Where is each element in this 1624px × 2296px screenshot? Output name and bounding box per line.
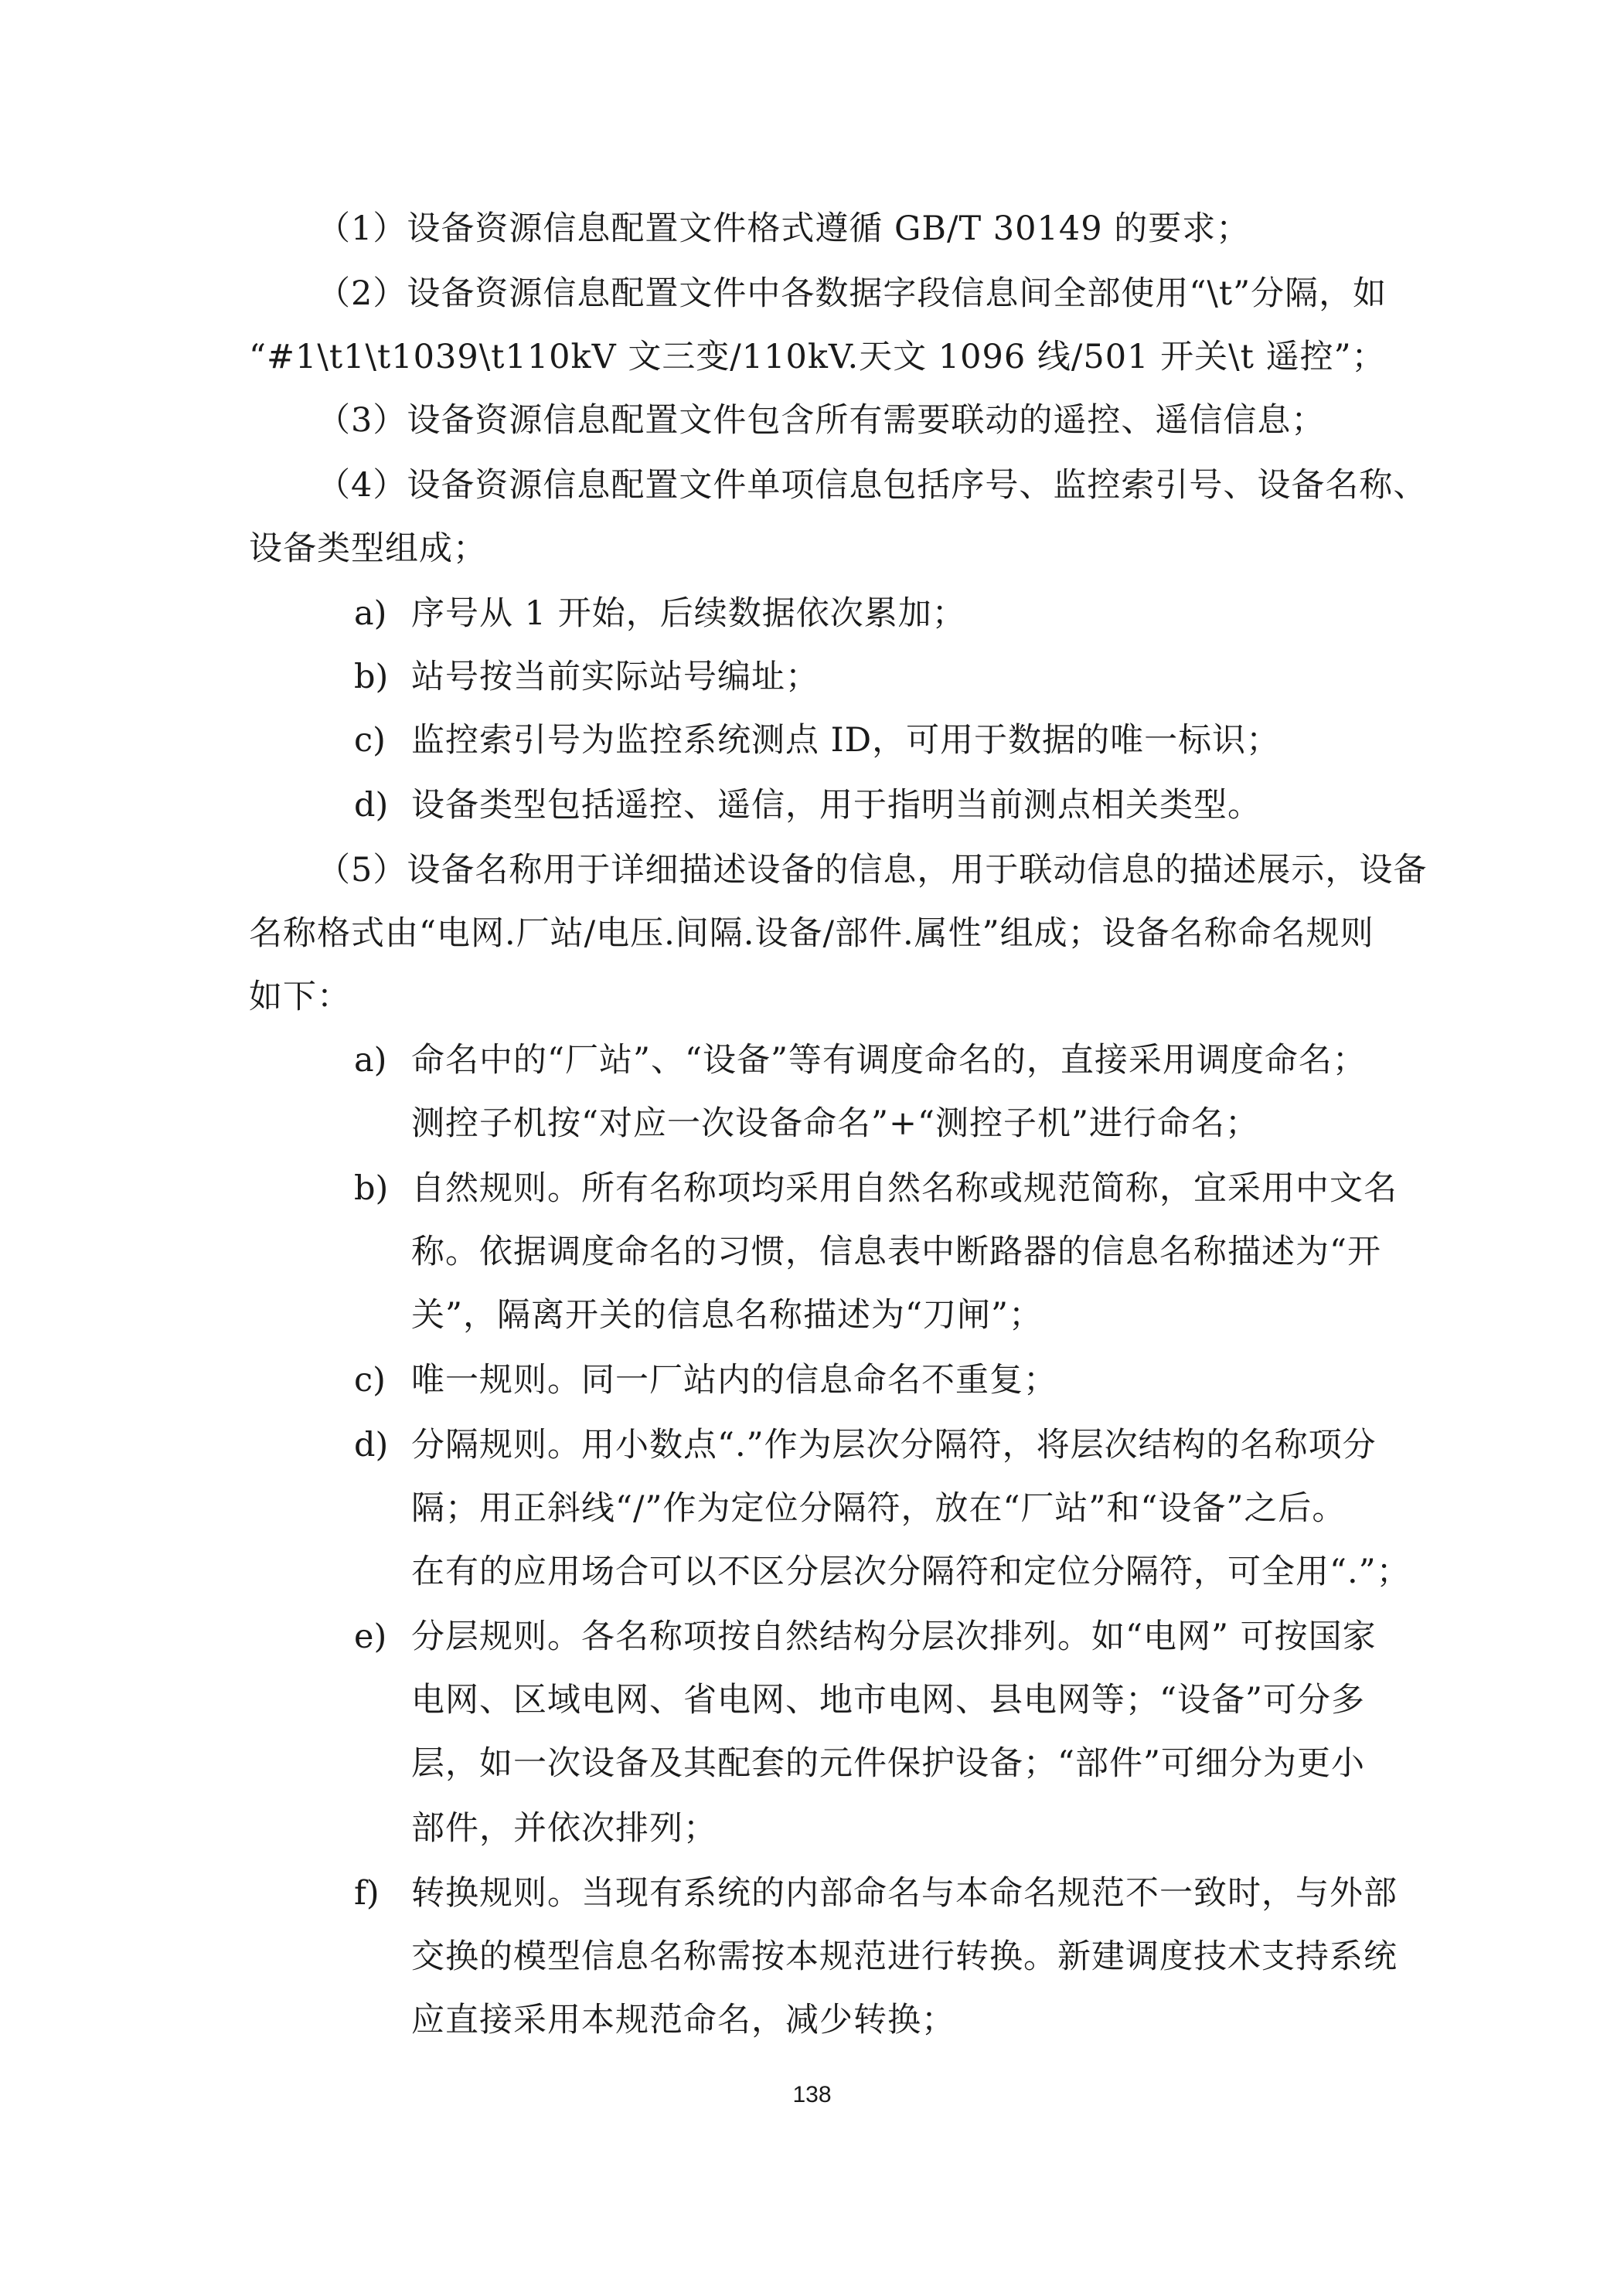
list-item-text: 层，如一次设备及其配套的元件保护设备；“部件”可细分为更小: [411, 1744, 1365, 1783]
paragraph-2-line-1: （2）设备资源信息配置文件中各数据字段信息间全部使用“\t”分隔，如: [317, 274, 1387, 313]
paragraph-1: （1）设备资源信息配置文件格式遵循 GB/T 30149 的要求；: [317, 209, 1251, 248]
list-item-text: 关”，隔离开关的信息名称描述为“刀闸”；: [411, 1296, 1043, 1335]
list-item-text: 分隔规则。用小数点“.”作为层次分隔符，将层次结构的名称项分: [411, 1426, 1377, 1464]
list-item-text: 自然规则。所有名称项均采用自然名称或规范简称，宜采用中文名: [411, 1169, 1398, 1208]
list-item-marker: c): [354, 1361, 386, 1400]
list-item-text: 站号按当前实际站号编址；: [411, 658, 819, 696]
list-item-marker: f): [354, 1874, 380, 1913]
list-item-marker: b): [354, 1169, 389, 1208]
list-item-text: 应直接采用本规范命名，减少转换；: [411, 2001, 955, 2039]
list-item-text: 转换规则。当现有系统的内部命名与本命名规范不一致时，与外部: [411, 1874, 1398, 1913]
list-item-marker: e): [354, 1617, 387, 1656]
list-item-marker: c): [354, 721, 386, 760]
list-item-text: 设备类型包括遥控、遥信，用于指明当前测点相关类型。: [411, 786, 1261, 825]
list-item-text: 部件，并依次排列；: [411, 1809, 717, 1848]
list-item-marker: a): [354, 1041, 387, 1080]
list-item-text: 称。依据调度命名的习惯，信息表中断路器的信息名称描述为“开: [411, 1233, 1381, 1271]
list-item-marker: d): [354, 1426, 389, 1464]
page-number: 138: [792, 2082, 832, 2107]
list-item-marker: d): [354, 786, 389, 825]
list-item-text: 在有的应用场合可以不区分层次分隔符和定位分隔符，可全用“.”；: [411, 1553, 1411, 1591]
list-item-text: 电网、区域电网、省电网、地市电网、县电网等；“设备”可分多: [411, 1681, 1365, 1719]
list-item-marker: a): [354, 594, 387, 633]
list-item-text: 交换的模型信息名称需按本规范进行转换。新建调度技术支持系统: [411, 1937, 1398, 1976]
list-item-text: 监控索引号为监控系统测点 ID，可用于数据的唯一标识；: [411, 721, 1281, 760]
paragraph-2-line-2: “#1\t1\t1039\t110kV 文三变/110kV.天文 1096 线/501 开关\t 遥控”；: [249, 338, 1386, 376]
paragraph-5-line-2: 名称格式由“电网.厂站/电压.间隔.设备/部件.属性”组成；设备名称命名规则: [249, 914, 1374, 953]
list-item-text: 隔；用正斜线“/”作为定位分隔符，放在“厂站”和“设备”之后。: [411, 1489, 1347, 1528]
paragraph-5-line-3: 如下：: [249, 978, 351, 1016]
list-item-text: 唯一规则。同一厂站内的信息命名不重复；: [411, 1361, 1057, 1400]
list-item-text: 分层规则。各名称项按自然结构分层次排列。如“电网” 可按国家: [411, 1617, 1377, 1656]
list-item-text: 命名中的“厂站”、“设备”等有调度命名的，直接采用调度命名；: [411, 1041, 1367, 1080]
paragraph-4-line-2: 设备类型组成；: [249, 529, 487, 568]
paragraph-3: （3）设备资源信息配置文件包含所有需要联动的遥控、遥信信息；: [317, 401, 1326, 440]
list-item-text: 序号从 1 开始，后续数据依次累加；: [411, 594, 966, 633]
list-item-marker: b): [354, 658, 389, 696]
list-item-text: 测控子机按“对应一次设备命名”+“测控子机”进行命名；: [411, 1104, 1259, 1143]
paragraph-4-line-1: （4）设备资源信息配置文件单项信息包括序号、监控索引号、设备名称、: [317, 466, 1428, 505]
paragraph-5-line-1: （5）设备名称用于详细描述设备的信息，用于联动信息的描述展示，设备: [317, 851, 1428, 889]
